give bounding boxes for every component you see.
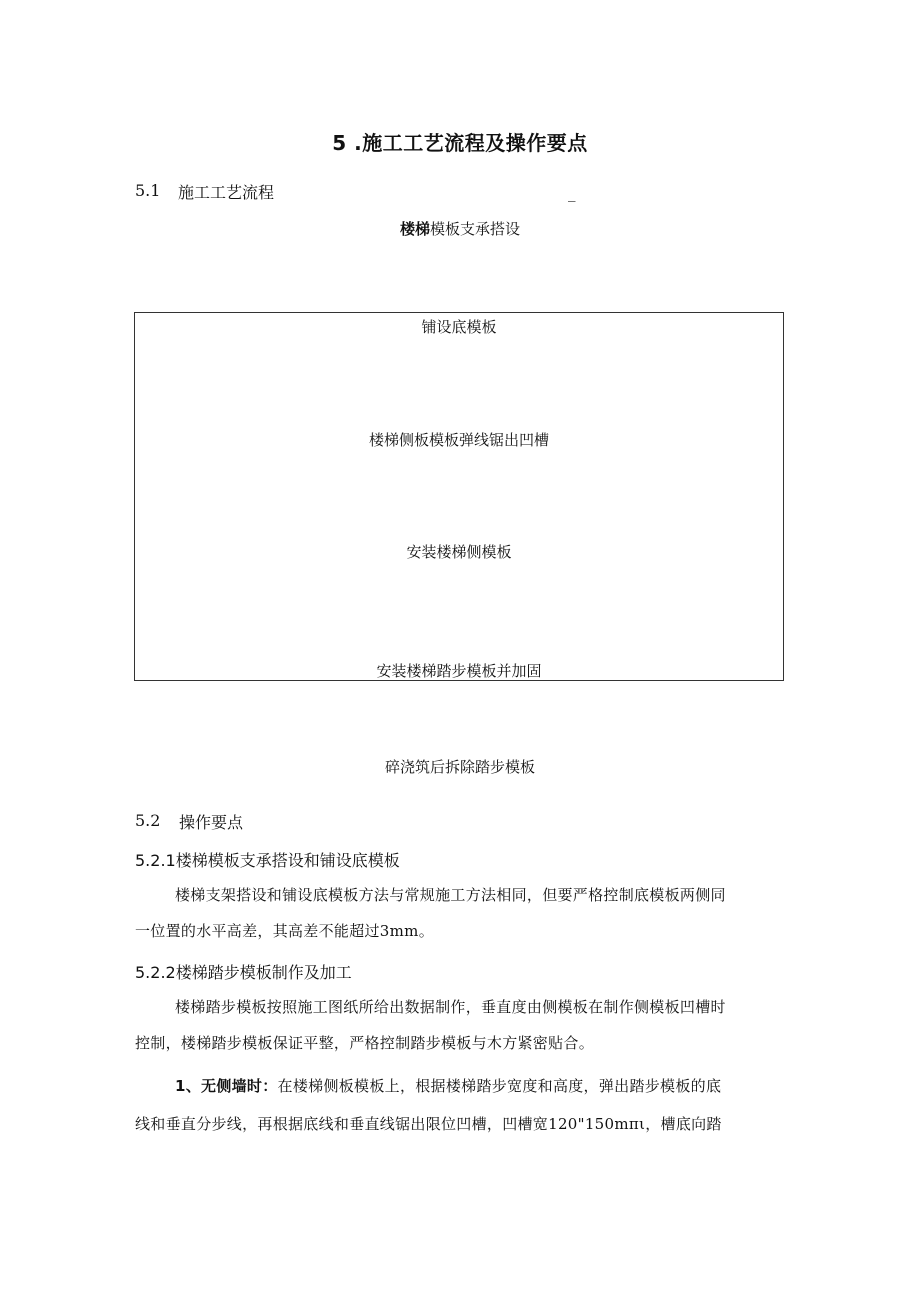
section-5-2-1-para-line2: 一位置的水平高差，其高差不能超过3mm。 (135, 922, 434, 940)
section-5-2-heading: 操作要点 (179, 813, 244, 832)
flow-step-2: 楼梯侧板模板弹线锯出凹槽 (368, 431, 549, 449)
section-5-1-heading: 施工工艺流程 (178, 183, 275, 202)
section-5-2-1-heading: 5.2.1楼梯模板支承搭设和铺设底模板 (135, 851, 400, 870)
item-1-line1 (175, 1076, 721, 1096)
flow-step-1: 铺设底模板 (421, 318, 497, 336)
item-1-line2: 线和垂直分步线，再根据底线和垂直线锯出限位凹槽，凹槽宽120"150mπι，槽底向踏 (135, 1115, 722, 1133)
flow-step-last: 碎浇筑后拆除踏步模板 (384, 758, 535, 776)
flow-step-support (0, 218, 920, 239)
flow-step-3: 安装楼梯侧模板 (406, 543, 512, 561)
section-5-2-2-para-line2: 控制，楼梯踏步模板保证平整，严格控制踏步模板与木方紧密贴合。 (135, 1034, 595, 1052)
section-5-2-2-para-line1: 楼梯踏步模板按照施工图纸所给出数据制作，垂直度由侧模板在制作侧模板凹槽时 (175, 998, 726, 1016)
flow-step-support-bold: 楼梯 (399, 220, 430, 238)
flow-step-4: 安装楼梯踏步模板并加固 (376, 662, 542, 680)
flow-step-support-rest: 模板支承搭设 (430, 220, 521, 238)
item-1-text: 在楼梯侧板模板上，根据楼梯踏步宽度和高度，弹出踏步模板的底 (277, 1077, 722, 1095)
item-1-label: 1、无侧墙时： (175, 1077, 278, 1095)
page-title: 5 .施工工艺流程及操作要点 (332, 131, 588, 155)
section-5-1-number: 5.1 (135, 181, 161, 200)
section-5-2-2-heading: 5.2.2楼梯踏步模板制作及加工 (135, 963, 352, 982)
section-5-2-1-para-line1: 楼梯支架搭设和铺设底模板方法与常规施工方法相同，但要严格控制底模板两侧同 (175, 886, 726, 904)
stray-dash: _ (568, 184, 576, 202)
section-5-2-number: 5.2 (135, 811, 161, 830)
flow-box (134, 312, 784, 681)
